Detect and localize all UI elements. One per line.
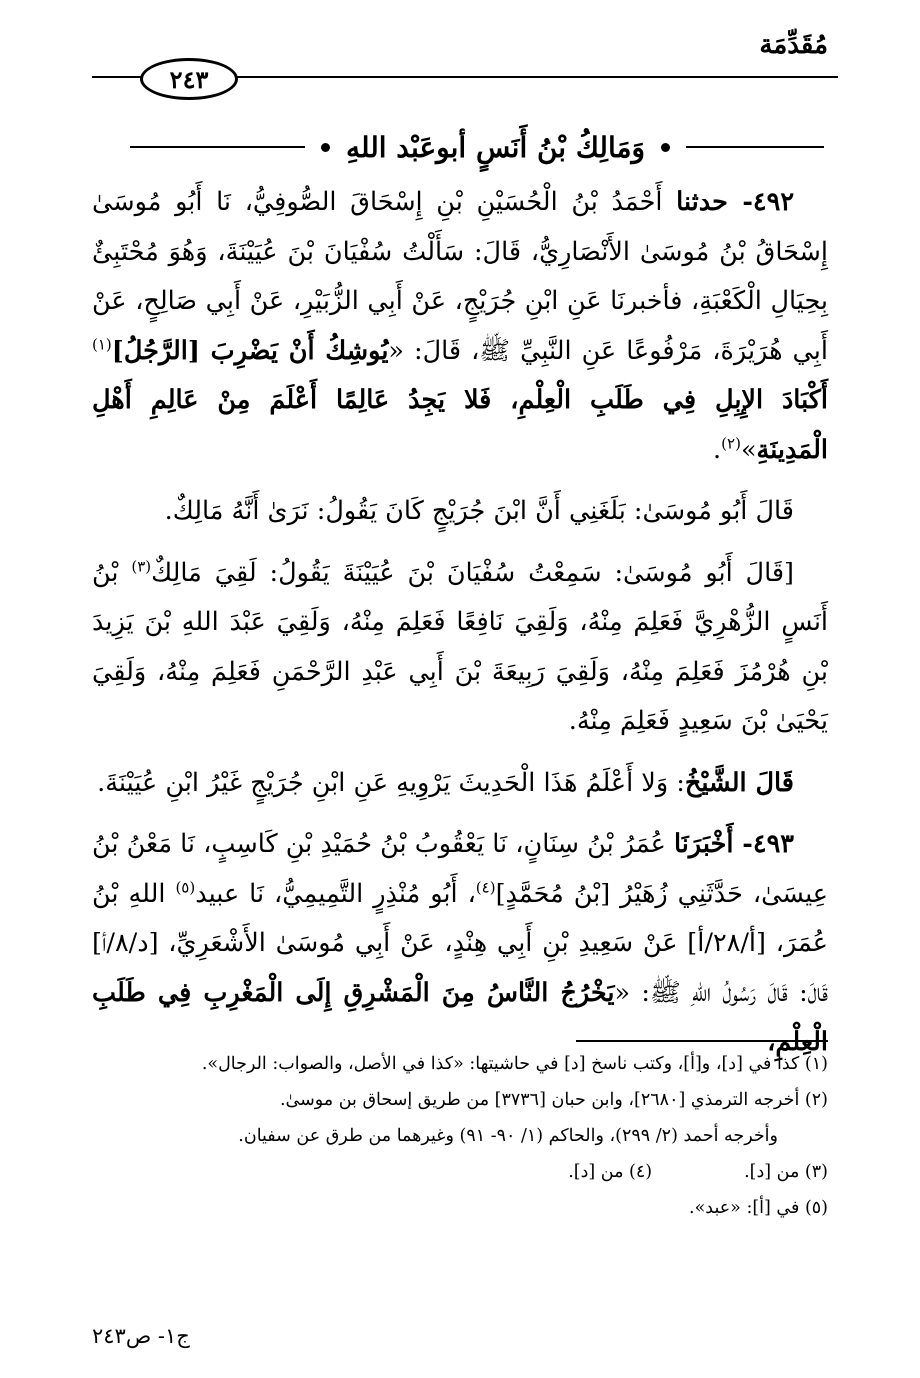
footnote-1: (١) كذا في [د]، و[أ]، وكتب ناسخ [د] في حاشيتها: «كذا في الأصل، والصواب: الرجال». bbox=[201, 1054, 828, 1074]
footnote-4: (٤) من [د]. bbox=[568, 1162, 653, 1182]
bracket-paragraph-b: بْنُ أَنَسٍ الزُّهْرِيَّ فَعَلِمَ مِنْهُ، وَلَقِيَ نَافِعًا فَعَلِمَ مِنْهُ، وَلَقِيَ عَبْدَ اللهِ بْنَ يَزِيدَ بْنِ هُرْمُزَ فَعَلِمَ مِنْهُ، وَلَقِيَ رَبِيعَةَ بْنَ أَبِي عَبْدِ الرَّحْمَنِ فَعَلِمَ مِنْهُ، وَلَقِيَ يَحْيَىٰ بْنَ سَعِيدٍ فَعَلِمَ مِنْهُ. bbox=[92, 557, 828, 736]
footnote-3: (٣) من [د]. bbox=[744, 1162, 828, 1182]
footnote-5: (٥) في [أ]: «عبد». bbox=[689, 1198, 828, 1218]
hadith-493-label: ٤٩٣- أَخْبَرَنَا bbox=[673, 829, 794, 859]
running-head: مُقَدِّمَة bbox=[759, 30, 828, 60]
footnote-2-continued: وأخرجه أحمد (٢/ ٢٩٩)، والحاكم (١/ ٩٠- ٩١) وغيرهما من طرق عن سفيان. bbox=[238, 1126, 778, 1146]
hadith-493-chain-a: عُمَرُ بْنُ سِنَانٍ، نَا يَعْقُوبُ بْنُ حُمَيْدِ بْنِ كَاسِبٍ، نَا مَعْنُ بْنُ عِيسَىٰ، حَدَّثَنِي زُهَيْرُ [بْنُ مُحَمَّدٍ] bbox=[92, 829, 828, 909]
heading-bullet-right bbox=[661, 143, 670, 152]
sheikh-label: قَالَ الشَّيْخُ bbox=[684, 767, 794, 798]
heading-rule-left bbox=[130, 146, 305, 148]
hadith-492-quote-close: » bbox=[740, 434, 757, 465]
main-text bbox=[92, 178, 828, 1068]
footnotes bbox=[92, 1046, 828, 1226]
footnote-ref-2: (٢) bbox=[721, 434, 741, 452]
bracket-paragraph bbox=[92, 549, 828, 747]
abu-musa-paragraph: قَالَ أَبُو مُوسَىٰ: بَلَغَنِي أَنَّ ابْنَ جُرَيْجٍ كَانَ يَقُولُ: نَرَىٰ أَنَّهُ مَالِكٌ. bbox=[164, 496, 794, 526]
page-reference: ج١- ص٢٤٣ bbox=[92, 1324, 190, 1348]
footnote-2: (٢) أخرجه الترمذي [٢٦٨٠]، وابن حبان [٣٧٣٦] من طريق إسحاق بن موسىٰ. bbox=[279, 1090, 828, 1110]
hadith-493-chain-b: ، أَبُو مُنْذِرٍ التَّمِيمِيُّ، نَا عبيد bbox=[195, 878, 476, 909]
footnote-ref-3: (٣) bbox=[131, 557, 152, 575]
section-heading bbox=[130, 124, 824, 170]
hadith-493-chain-c: اللهِ بْنُ عُمَرَ، [أ/٢٨/أ] عَنْ سَعِيدِ بْنِ أَبِي هِنْدٍ، عَنْ أَبِي مُوسَىٰ الأَشْعَرِيِّ، [د/٨/أ] قَالَ: قَالَ رَسُولُ اللهِ ﷺ: « bbox=[92, 878, 828, 1008]
hadith-492-chain: أَحْمَدُ بْنُ الْحُسَيْنِ بْنِ إِسْحَاقَ الصُّوفِيُّ، نَا أَبُو مُوسَىٰ إِسْحَاقُ بْنُ مُوسَىٰ الأَنْصَارِيُّ، قَالَ: سَأَلْتُ سُفْيَانَ بْنَ عُيَيْنَةَ، وَهُوَ مُحْتَبِئٌ بِحِيَالِ الْكَعْبَةِ، فأخبرنَا عَنِ ابْنِ جُرَيْجٍ، عَنْ أَبِي الزُّبَيْرِ، عَنْ أَبِي صَالِحٍ، عَنْ أَبِي هُرَيْرَةَ، مَرْفُوعًا عَنِ النَّبِيِّ ﷺ، قَالَ: « bbox=[92, 187, 828, 366]
hadith-493-matn: يَخْرُجُ النَّاسُ مِنَ الْمَشْرِقِ إِلَى الْمَغْرِبِ فِي طَلَبِ الْعِلْمِ، bbox=[92, 977, 828, 1057]
heading-bullet-left bbox=[321, 143, 330, 152]
hadith-493 bbox=[92, 820, 828, 1068]
hadith-492-matn-b: أَكْبَادَ الإِبِلِ فِي طَلَبِ الْعِلْمِ، فَلا يَجِدُ عَالِمًا أَعْلَمَ مِنْ عَالِمِ أَهْلِ الْمَدِينَةِ bbox=[92, 385, 828, 465]
footnotes-3-4 bbox=[92, 1154, 828, 1190]
footnote-ref-4: (٤) bbox=[475, 878, 496, 896]
footnote-ref-1: (١) bbox=[92, 335, 112, 353]
sheikh-paragraph bbox=[92, 759, 828, 809]
hadith-492-label: ٤٩٢- حدثنا bbox=[676, 187, 795, 217]
hadith-492-end: . bbox=[713, 434, 722, 465]
bracket-paragraph-a: [قَالَ أَبُو مُوسَىٰ: سَمِعْتُ سُفْيَانَ بْنَ عُيَيْنَةَ يَقُولُ: لَقِيَ مَالِكٌ bbox=[151, 557, 794, 588]
footnote-rule bbox=[576, 1040, 828, 1042]
hadith-492-matn-a: يُوشِكُ أَنْ يَضْرِبَ [الرَّجُلُ] bbox=[111, 335, 389, 366]
sheikh-text: : وَلا أَعْلَمُ هَذَا الْحَدِيثَ يَرْوِيهِ عَنِ ابْنِ جُرَيْجٍ غَيْرُ ابْنِ عُيَيْنَةَ. bbox=[97, 767, 685, 798]
heading-rule-right bbox=[686, 146, 824, 148]
page-number: ٢٤٣ bbox=[140, 58, 238, 100]
section-title: وَمَالِكُ بْنُ أَنَسٍ أبوعَبْد اللهِ bbox=[345, 130, 645, 164]
hadith-492 bbox=[92, 178, 828, 475]
footnote-ref-5: (٥) bbox=[175, 878, 196, 896]
